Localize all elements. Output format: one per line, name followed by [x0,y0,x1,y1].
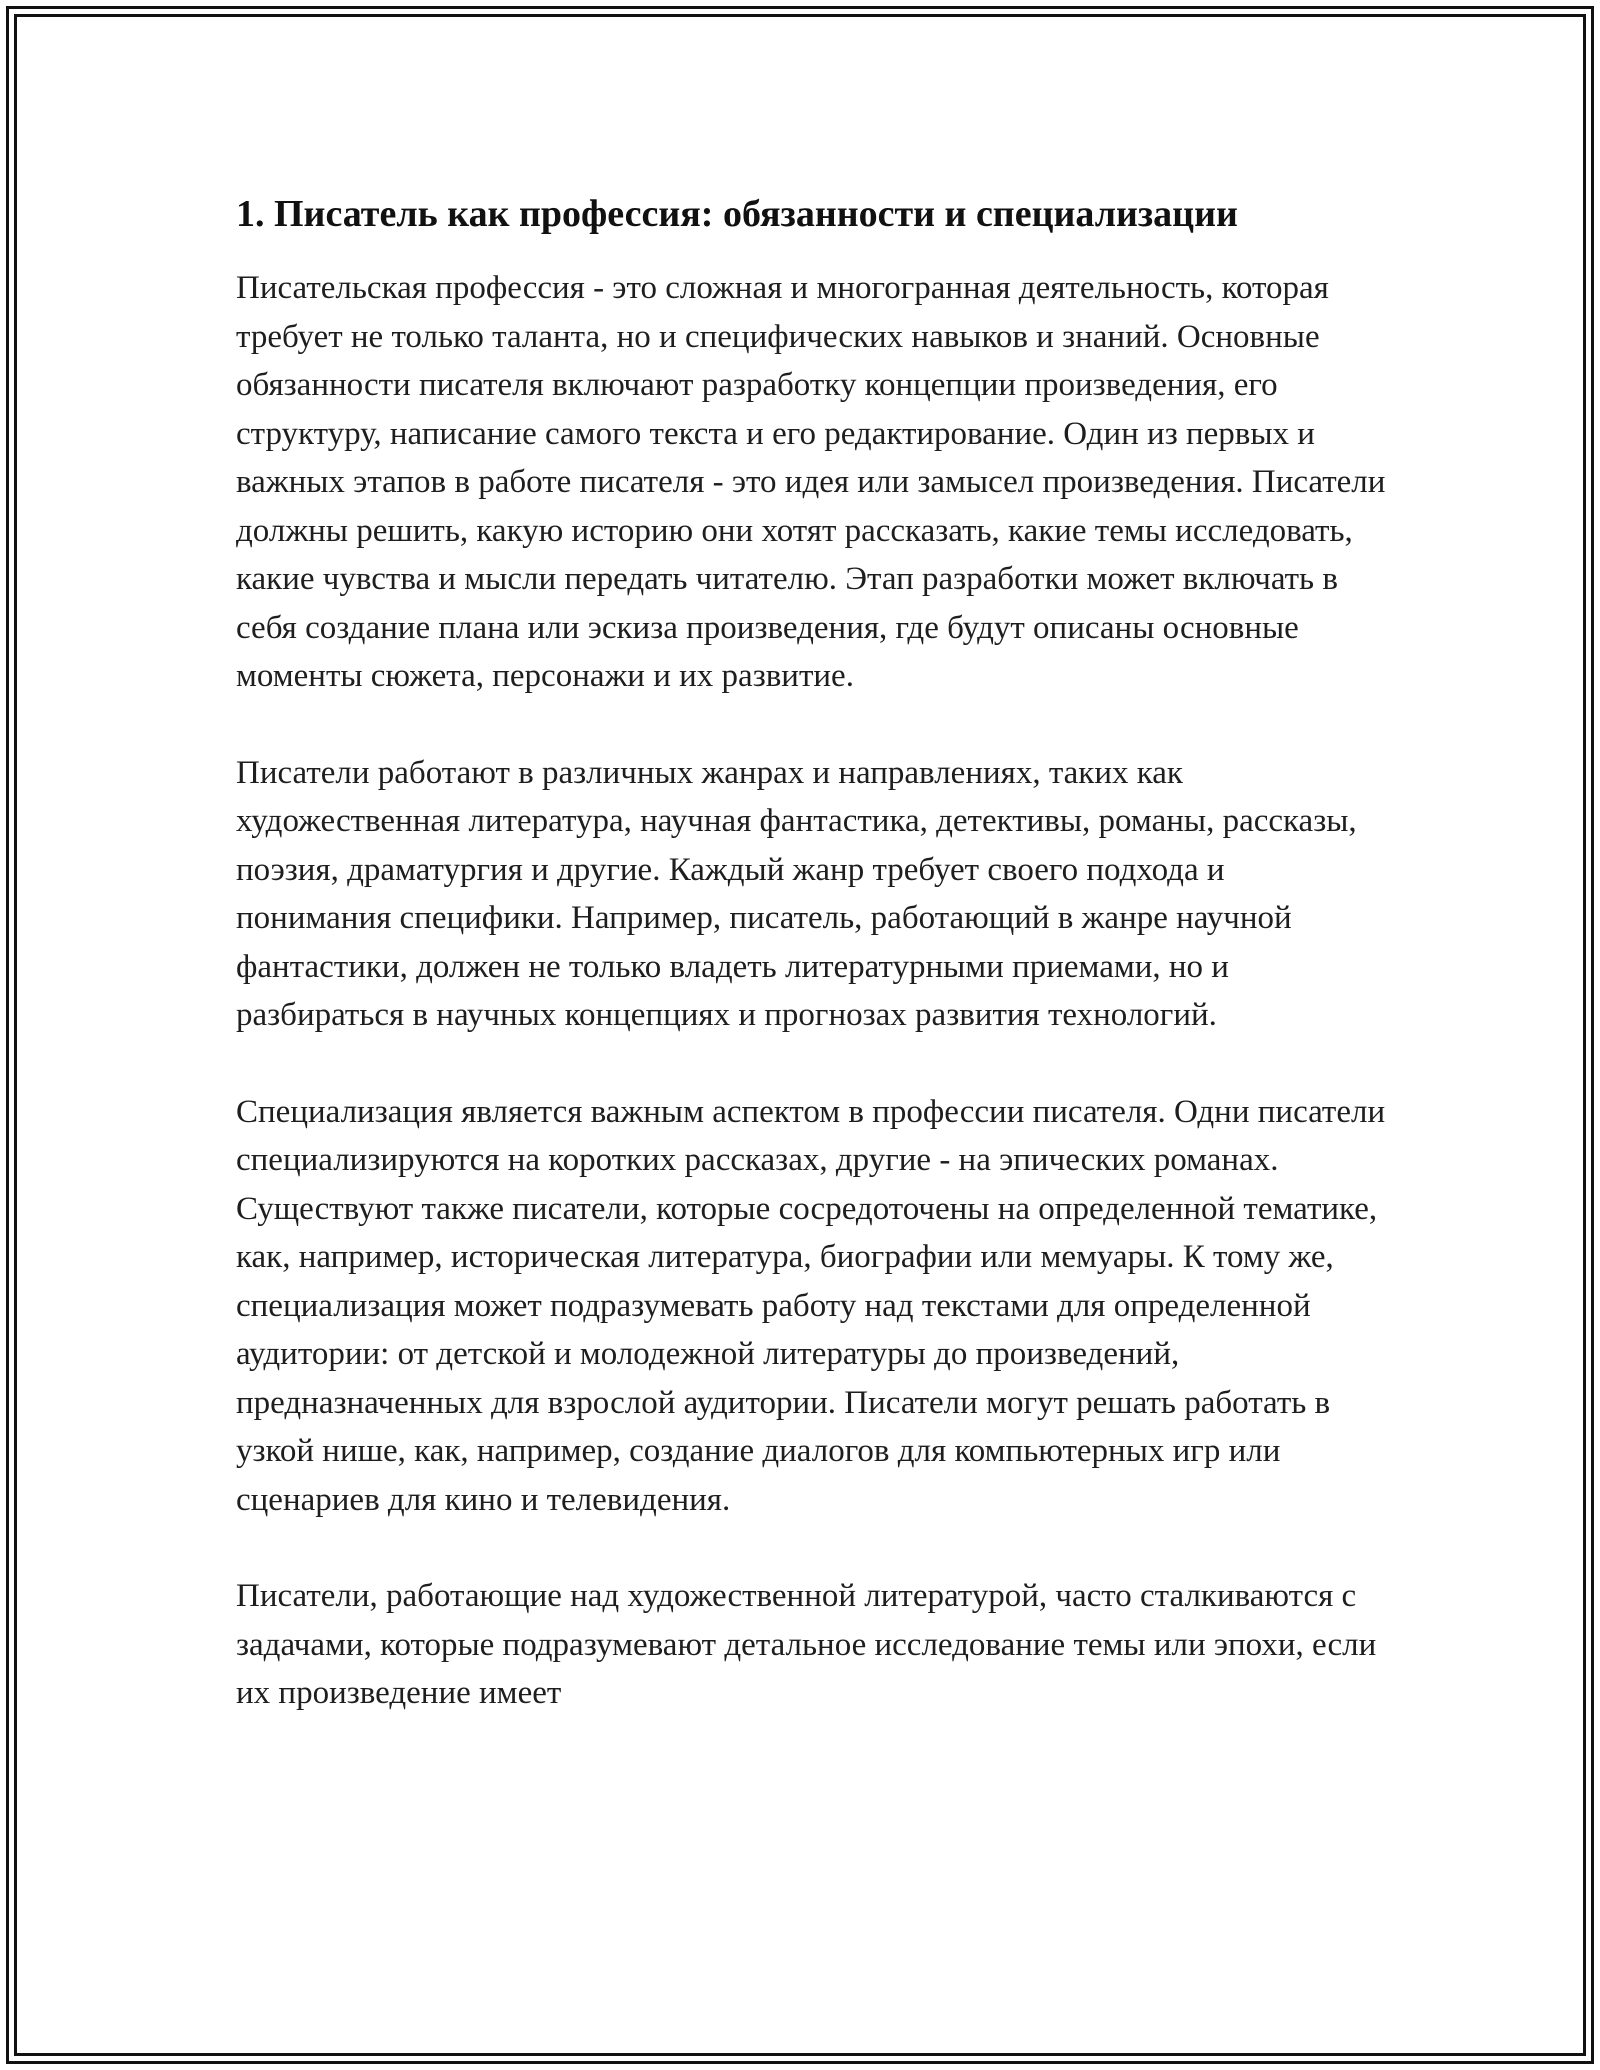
section-heading: 1. Писатель как профессия: обязанности и специализации [236,193,1238,235]
paragraph-genres: Писатели работают в различных жанрах и направлениях, таких как художественная литература, научная фантастика, детективы, романы, рассказы, поэзия, драматургия и другие. Каждый жанр требует своего подхода и понимания специфики. Например, писатель, работающий в жанре научной фантастики, должен не только владеть литературными приемами, но и разбираться в научных концепциях и прогнозах развития технологий. [236,754,1357,1033]
document-page [236,186,1386,1718]
paragraph-research: Писатели, работающие над художественной литературой, часто сталкиваются с задачами, которые подразумевают детальное исследование темы или эпохи, если их произведение имеет [236,1578,1377,1711]
paragraph-duties: Писательская профессия - это сложная и многогранная деятельность, которая требует не только таланта, но и специфических навыков и знаний. Основные обязанности писателя включают разработку концепции произведения, его структуру, написание самого текста и его редактирование. Один из первых и важных этапов в работе писателя - это идея или замысел произведения. Писатели должны решить, какую историю они хотят рассказать, какие темы исследовать, какие чувства и мысли передать читателю. Этап разработки может включать в себя создание плана или эскиза произведения, где будут описаны основные моменты сюжета, персонажи и их развитие. [236,270,1386,694]
paragraph-specialization: Специализация является важным аспектом в профессии писателя. Одни писатели специализируются на коротких рассказах, другие - на эпических романах. Существуют также писатели, которые сосредоточены на определенной тематике, как, например, историческая литература, биографии или мемуары. К тому же, специализация может подразумевать работу над текстами для определенной аудитории: от детской и молодежной литературы до произведений, предназначенных для взрослой аудитории. Писатели могут решать работать в узкой нише, как, например, создание диалогов для компьютерных игр или сценариев для кино и телевидения. [236,1093,1386,1518]
